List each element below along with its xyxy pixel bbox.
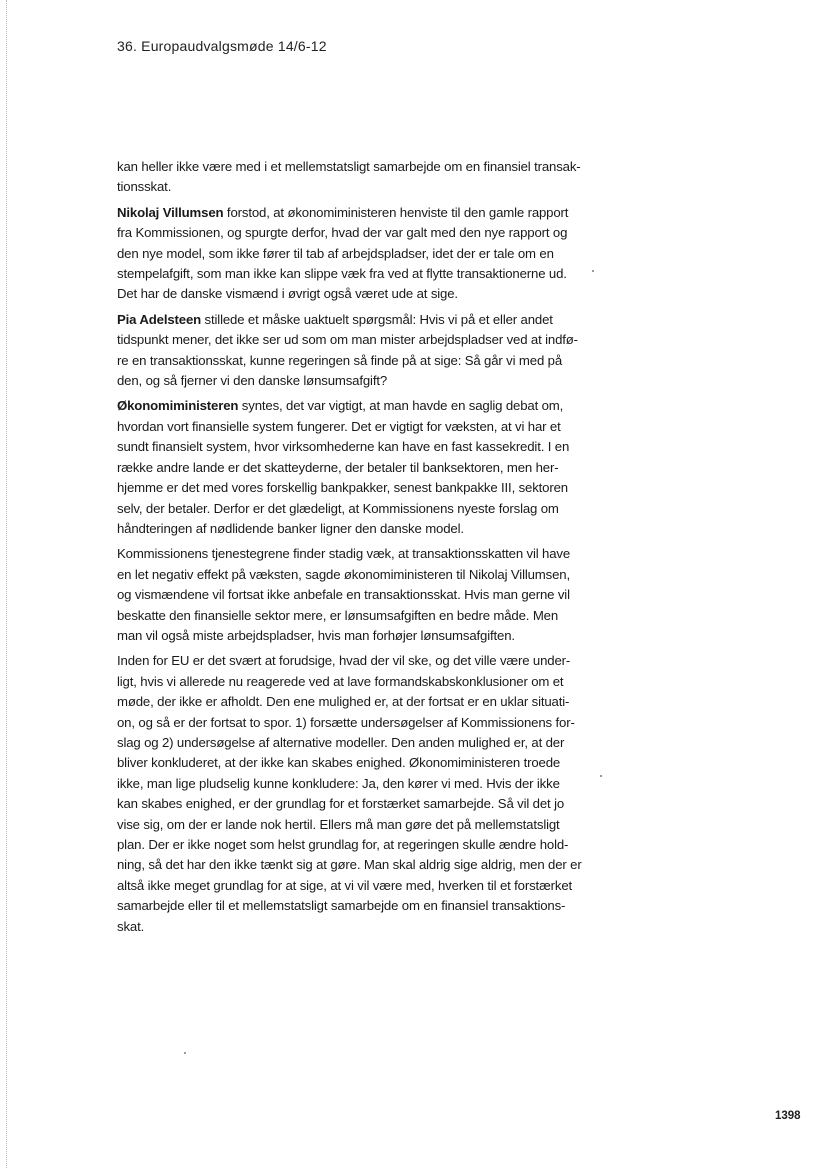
text-line: selv, der betaler. Derfor er det glædeligt, at Kommissionens nyeste forslag om <box>117 500 559 516</box>
text-line: Kommissionens tjenestegrene finder stadig væk, at transaktionsskatten vil have <box>117 546 571 562</box>
text-line: altså ikke meget grundlag for at sige, at vi vil være med, hverken til et forstærket <box>117 877 573 893</box>
text-line: bliver konkluderet, at der ikke kan skabes enighed. Økonomiministeren troede <box>117 755 561 771</box>
text-line: tionsskat. <box>117 179 172 195</box>
text-line: den, og så fjerner vi den danske lønsumsafgift? <box>117 373 388 389</box>
text-line: re en transaktionsskat, kunne regeringen så finde på at sige: Så går vi med på <box>117 352 563 368</box>
text-line <box>117 310 605 330</box>
speaker-name: Økonomiministeren <box>117 398 239 414</box>
paragraph-adelsteen <box>117 310 605 392</box>
text-line: beskatte den finansielle sektor mere, er lønsumsafgiften en bedre måde. Men <box>117 607 559 623</box>
text-line: hjemme er det med vores forskellig bankpakker, senest bankpakke III, sektoren <box>117 480 568 496</box>
document-body <box>117 157 605 942</box>
text-line: hvordan vort finansielle system fungerer. Det er vigtigt for væksten, at vi har et <box>117 418 561 434</box>
speaker-name: Nikolaj Villumsen <box>117 204 224 220</box>
text-line: slag og 2) undersøgelse af alternative modeller. Den anden mulighed er, at der <box>117 734 565 750</box>
text-span: forstod, at økonomiministeren henviste til den gamle rapport <box>223 204 569 220</box>
text-line: ning, så det har den ikke tænkt sig at gøre. Man skal aldrig sige aldrig, men der er <box>117 857 582 873</box>
text-line: ikke, man lige pludselig kunne konkludere: Ja, den kører vi med. Hvis der ikke <box>117 775 560 791</box>
text-line: sundt finansielt system, hvor virksomhederne kan have en fast kassekredit. I en <box>117 439 570 455</box>
paragraph-villumsen <box>117 203 605 305</box>
text-line: Inden for EU er det svært at forudsige, hvad der vil ske, og det ville være under- <box>117 653 571 669</box>
text-line <box>117 203 605 223</box>
text-line: række andre lande er det skatteyderne, der betaler til banksektoren, men her- <box>117 459 559 475</box>
text-line: plan. Der er ikke noget som helst grundlag for, at regeringen skulle ændre hold- <box>117 837 569 852</box>
text-line <box>117 396 605 416</box>
text-span: syntes, det var vigtigt, at man havde en saglig debat om, <box>238 398 564 414</box>
text-line: tidspunkt mener, det ikke ser ud som om man mister arbejdspladser ved at indfø- <box>117 332 578 348</box>
speaker-name: Pia Adelsteen <box>117 311 202 327</box>
text-line: samarbejde eller til et mellemstatsligt samarbejde om en finansiel transaktions- <box>117 898 566 914</box>
text-line: skat. <box>117 918 145 934</box>
page-left-edge <box>6 0 7 1168</box>
text-line: fra Kommissionen, og spurgte derfor, hvad der var galt med den nye rapport og <box>117 225 568 241</box>
page-number: 1398 <box>775 1110 801 1122</box>
text-line: kan heller ikke være med i et mellemstatsligt samarbejde om en finansiel transak- <box>117 159 581 174</box>
text-line: håndteringen af nødlidende banker ligner den danske model. <box>117 520 464 536</box>
scan-speck <box>592 270 594 272</box>
text-line: og vismændene vil fortsat ikke anbefale en transaktionsskat. Hvis man gerne vil <box>117 587 570 603</box>
text-line: møde, der ikke er afholdt. Den ene mulighed er, at der fortsat er en uklar situati- <box>117 694 570 710</box>
paragraph-eu-outlook <box>117 651 605 937</box>
text-line: ligt, hvis vi allerede nu reagerede ved at lave formandskabskonklusioner om et <box>117 673 564 689</box>
scan-speck <box>600 775 602 777</box>
scan-speck <box>184 1052 186 1054</box>
paragraph-continuation <box>117 157 605 198</box>
text-line: vise sig, om der er lande nok hertil. Ellers må man gøre det på mellemstatsligt <box>117 816 560 832</box>
text-span: stillede et måske uaktuelt spørgsmål: Hvis vi på et eller andet <box>201 311 553 327</box>
text-line: Det har de danske vismænd i øvrigt også været ude at sige. <box>117 286 458 302</box>
text-line: en let negativ effekt på væksten, sagde økonomiministeren til Nikolaj Villumsen, <box>117 566 570 582</box>
paragraph-minister <box>117 396 605 539</box>
text-line: on, og så er der fortsat to spor. 1) forsætte undersøgelser af Kommissionens for- <box>117 714 575 730</box>
text-line: stempelafgift, som man ikke kan slippe væk fra ved at flytte transaktionerne ud. <box>117 266 567 282</box>
running-header: 36. Europaudvalgsmøde 14/6-12 <box>117 38 327 54</box>
paragraph-commission-services <box>117 544 605 646</box>
text-line: den nye model, som ikke fører til tab af arbejdspladser, idet der er tale om en <box>117 245 554 261</box>
text-line: kan skabes enighed, er der grundlag for et forstærket samarbejde. Så vil det jo <box>117 796 565 812</box>
text-line: man vil også miste arbejdspladser, hvis man forhøjer lønsumsafgiften. <box>117 627 515 643</box>
